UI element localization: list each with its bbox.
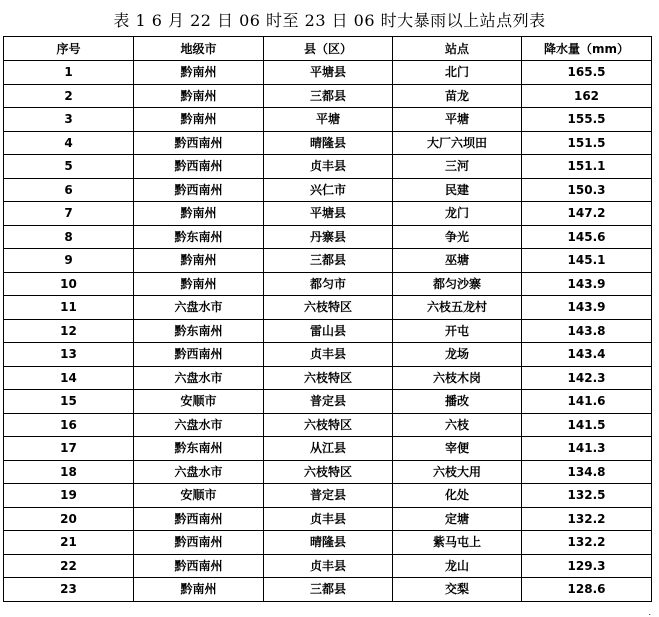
table-header-row bbox=[4, 37, 652, 61]
cell-station: 播改 bbox=[393, 390, 522, 414]
cell-city: 安顺市 bbox=[134, 390, 264, 414]
cell-rainfall: 155.5 bbox=[522, 108, 652, 132]
cell-city: 黔东南州 bbox=[134, 319, 264, 343]
table-body bbox=[4, 61, 652, 602]
cell-rainfall: 150.3 bbox=[522, 178, 652, 202]
cell-county: 六枝特区 bbox=[264, 366, 393, 390]
cell-rainfall: 145.1 bbox=[522, 249, 652, 273]
cell-station: 争光 bbox=[393, 225, 522, 249]
cell-city: 六盘水市 bbox=[134, 366, 264, 390]
table-row bbox=[4, 460, 652, 484]
cell-index: 1 bbox=[4, 61, 134, 85]
table-title: 表 1 6 月 22 日 06 时至 23 日 06 时大暴雨以上站点列表 bbox=[113, 11, 546, 30]
cell-station: 定塘 bbox=[393, 507, 522, 531]
table-row bbox=[4, 554, 652, 578]
cell-index: 17 bbox=[4, 437, 134, 461]
cell-county: 普定县 bbox=[264, 390, 393, 414]
cell-station: 六枝 bbox=[393, 413, 522, 437]
cell-index: 5 bbox=[4, 155, 134, 179]
cell-city: 黔东南州 bbox=[134, 225, 264, 249]
cell-station: 都匀沙寨 bbox=[393, 272, 522, 296]
cell-index: 13 bbox=[4, 343, 134, 367]
cell-index: 12 bbox=[4, 319, 134, 343]
cell-county: 贞丰县 bbox=[264, 507, 393, 531]
cell-county: 兴仁市 bbox=[264, 178, 393, 202]
cell-index: 2 bbox=[4, 84, 134, 108]
cell-rainfall: 141.5 bbox=[522, 413, 652, 437]
cell-county: 平塘县 bbox=[264, 202, 393, 226]
cell-rainfall: 145.6 bbox=[522, 225, 652, 249]
cell-rainfall: 141.3 bbox=[522, 437, 652, 461]
rainfall-station-table bbox=[3, 36, 652, 602]
cell-station: 龙场 bbox=[393, 343, 522, 367]
cell-county: 从江县 bbox=[264, 437, 393, 461]
cell-city: 黔南州 bbox=[134, 202, 264, 226]
cell-station: 苗龙 bbox=[393, 84, 522, 108]
table-row bbox=[4, 225, 652, 249]
cell-rainfall: 143.8 bbox=[522, 319, 652, 343]
cell-county: 晴隆县 bbox=[264, 531, 393, 555]
table-row bbox=[4, 155, 652, 179]
cell-index: 15 bbox=[4, 390, 134, 414]
cell-index: 21 bbox=[4, 531, 134, 555]
cell-rainfall: 151.5 bbox=[522, 131, 652, 155]
cell-station: 六枝大用 bbox=[393, 460, 522, 484]
cell-station: 六枝木岗 bbox=[393, 366, 522, 390]
table-row bbox=[4, 296, 652, 320]
table-row bbox=[4, 390, 652, 414]
cell-index: 16 bbox=[4, 413, 134, 437]
cell-rainfall: 142.3 bbox=[522, 366, 652, 390]
cell-index: 3 bbox=[4, 108, 134, 132]
cell-station: 开屯 bbox=[393, 319, 522, 343]
cell-city: 六盘水市 bbox=[134, 460, 264, 484]
cell-station: 龙门 bbox=[393, 202, 522, 226]
cell-station: 巫塘 bbox=[393, 249, 522, 273]
cell-station: 民建 bbox=[393, 178, 522, 202]
cell-index: 9 bbox=[4, 249, 134, 273]
cell-station: 化处 bbox=[393, 484, 522, 508]
cell-county: 都匀市 bbox=[264, 272, 393, 296]
cell-city: 黔西南州 bbox=[134, 507, 264, 531]
table-row bbox=[4, 531, 652, 555]
cell-index: 14 bbox=[4, 366, 134, 390]
cell-city: 黔南州 bbox=[134, 84, 264, 108]
cell-index: 7 bbox=[4, 202, 134, 226]
table-row bbox=[4, 272, 652, 296]
cell-index: 10 bbox=[4, 272, 134, 296]
cell-city: 六盘水市 bbox=[134, 296, 264, 320]
cell-county: 平塘 bbox=[264, 108, 393, 132]
cell-index: 11 bbox=[4, 296, 134, 320]
cell-rainfall: 143.9 bbox=[522, 272, 652, 296]
cell-city: 黔西南州 bbox=[134, 554, 264, 578]
cell-station: 紫马屯上 bbox=[393, 531, 522, 555]
cell-city: 黔东南州 bbox=[134, 437, 264, 461]
column-header-station: 站点 bbox=[393, 37, 522, 61]
table-row bbox=[4, 437, 652, 461]
cell-county: 平塘县 bbox=[264, 61, 393, 85]
cell-rainfall: 132.5 bbox=[522, 484, 652, 508]
cell-county: 六枝特区 bbox=[264, 413, 393, 437]
cell-city: 黔南州 bbox=[134, 108, 264, 132]
cell-city: 黔西南州 bbox=[134, 155, 264, 179]
cell-station: 平塘 bbox=[393, 108, 522, 132]
table-row bbox=[4, 366, 652, 390]
table-row bbox=[4, 343, 652, 367]
table-row bbox=[4, 249, 652, 273]
cell-county: 普定县 bbox=[264, 484, 393, 508]
cell-station: 六枝五龙村 bbox=[393, 296, 522, 320]
cell-county: 雷山县 bbox=[264, 319, 393, 343]
cell-station: 大厂六坝田 bbox=[393, 131, 522, 155]
cell-city: 黔南州 bbox=[134, 249, 264, 273]
cell-county: 贞丰县 bbox=[264, 343, 393, 367]
cell-index: 18 bbox=[4, 460, 134, 484]
corner-mark: . bbox=[648, 608, 651, 617]
cell-county: 贞丰县 bbox=[264, 155, 393, 179]
cell-rainfall: 132.2 bbox=[522, 531, 652, 555]
cell-county: 丹寨县 bbox=[264, 225, 393, 249]
cell-rainfall: 162 bbox=[522, 84, 652, 108]
cell-city: 黔西南州 bbox=[134, 178, 264, 202]
cell-county: 三都县 bbox=[264, 578, 393, 602]
table-row bbox=[4, 507, 652, 531]
table-row bbox=[4, 319, 652, 343]
cell-city: 黔南州 bbox=[134, 578, 264, 602]
cell-city: 黔南州 bbox=[134, 61, 264, 85]
table-row bbox=[4, 131, 652, 155]
cell-rainfall: 143.9 bbox=[522, 296, 652, 320]
cell-city: 黔西南州 bbox=[134, 531, 264, 555]
column-header-rainfall: 降水量（mm） bbox=[522, 37, 652, 61]
cell-station: 三河 bbox=[393, 155, 522, 179]
cell-index: 4 bbox=[4, 131, 134, 155]
cell-index: 22 bbox=[4, 554, 134, 578]
cell-rainfall: 128.6 bbox=[522, 578, 652, 602]
cell-index: 8 bbox=[4, 225, 134, 249]
cell-index: 6 bbox=[4, 178, 134, 202]
cell-county: 六枝特区 bbox=[264, 296, 393, 320]
cell-county: 贞丰县 bbox=[264, 554, 393, 578]
cell-county: 三都县 bbox=[264, 249, 393, 273]
cell-rainfall: 134.8 bbox=[522, 460, 652, 484]
cell-city: 安顺市 bbox=[134, 484, 264, 508]
cell-rainfall: 132.2 bbox=[522, 507, 652, 531]
cell-index: 19 bbox=[4, 484, 134, 508]
cell-index: 23 bbox=[4, 578, 134, 602]
column-header-county: 县（区） bbox=[264, 37, 393, 61]
cell-station: 宰便 bbox=[393, 437, 522, 461]
table-row bbox=[4, 84, 652, 108]
table-row bbox=[4, 484, 652, 508]
table-row bbox=[4, 578, 652, 602]
cell-rainfall: 141.6 bbox=[522, 390, 652, 414]
table-row bbox=[4, 61, 652, 85]
cell-city: 黔西南州 bbox=[134, 343, 264, 367]
cell-city: 黔南州 bbox=[134, 272, 264, 296]
cell-county: 六枝特区 bbox=[264, 460, 393, 484]
cell-station: 交梨 bbox=[393, 578, 522, 602]
column-header-index: 序号 bbox=[4, 37, 134, 61]
cell-county: 晴隆县 bbox=[264, 131, 393, 155]
cell-index: 20 bbox=[4, 507, 134, 531]
cell-city: 六盘水市 bbox=[134, 413, 264, 437]
table-row bbox=[4, 413, 652, 437]
table-row bbox=[4, 202, 652, 226]
cell-rainfall: 151.1 bbox=[522, 155, 652, 179]
column-header-city: 地级市 bbox=[134, 37, 264, 61]
cell-rainfall: 165.5 bbox=[522, 61, 652, 85]
cell-rainfall: 129.3 bbox=[522, 554, 652, 578]
table-row bbox=[4, 178, 652, 202]
cell-station: 北门 bbox=[393, 61, 522, 85]
table-row bbox=[4, 108, 652, 132]
cell-rainfall: 143.4 bbox=[522, 343, 652, 367]
cell-rainfall: 147.2 bbox=[522, 202, 652, 226]
cell-station: 龙山 bbox=[393, 554, 522, 578]
cell-county: 三都县 bbox=[264, 84, 393, 108]
cell-city: 黔西南州 bbox=[134, 131, 264, 155]
